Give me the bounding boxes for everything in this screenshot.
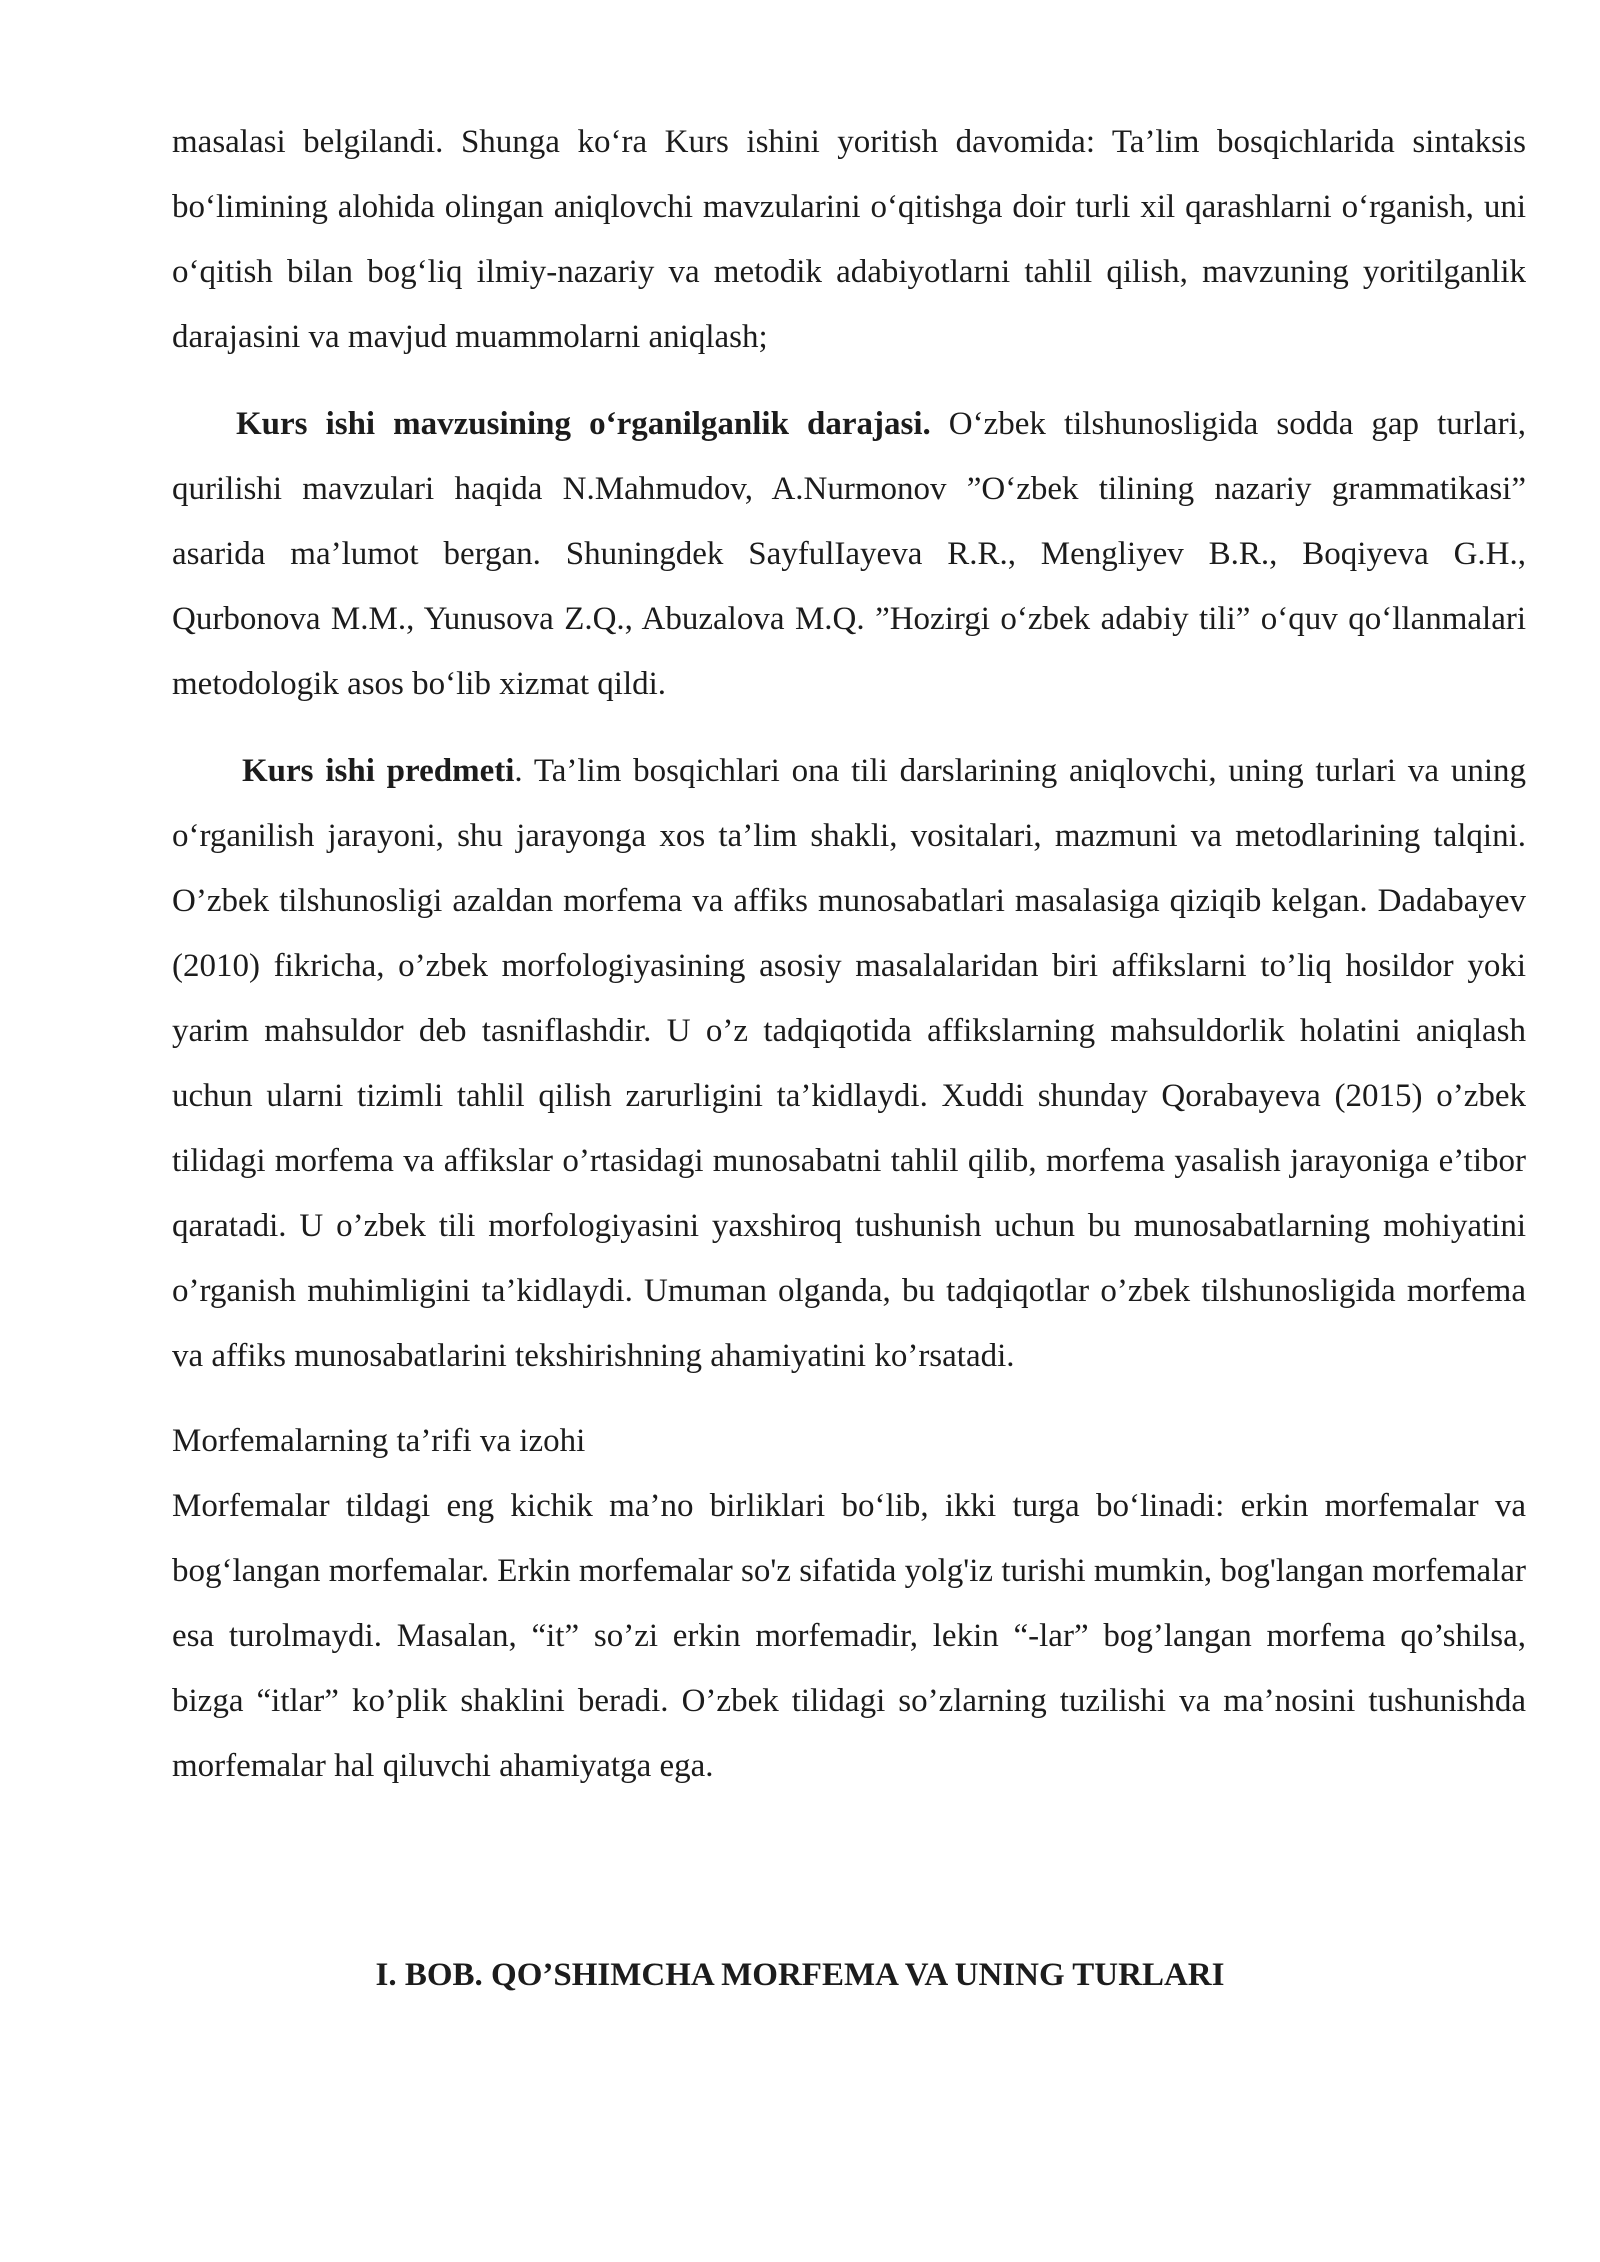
paragraph-subject — [172, 739, 1526, 1389]
paragraph-body: . Ta’lim bosqichlari ona tili darslarining aniqlovchi, uning turlari va uning o‘rganilish jarayoni, shu jarayonga xos ta’lim shakli, vositalari, mazmuni va metodlarining talqini. O’zbek tilshunosligi azaldan morfema va affiks munosabatlari masalasiga qiziqib kelgan. Dadabayev (2010) fikricha, o’zbek morfologiyasining asosiy masalalaridan biri affikslarni to’liq hosildor yoki yarim mahsuldor deb tasniflashdir. U o’z tadqiqotida affikslarning mahsuldorlik holatini aniqlash uchun ularni tizimli tahlil qilish zarurligini ta’kidlaydi. Xuddi shunday Qorabayeva (2015) o’zbek tilidagi morfema va affikslar o’rtasidagi munosabatni tahlil qilib, morfema yasalish jarayoniga e’tibor qaratadi. U o’zbek tili morfologiyasini yaxshiroq tushunish uchun bu munosabatlarning mohiyatini o’rganish muhimligini ta’kidlaydi. Umuman olganda, bu tadqiqotlar o’zbek tilshunosligida morfema va affiks munosabatlarini tekshirishning ahamiyatini ko’rsatadi. — [172, 753, 1526, 1374]
paragraph-lead-heading: Kurs ishi mavzusining o‘rganilganlik darajasi. — [236, 406, 931, 442]
paragraph-intro: masalasi belgilandi. Shunga ko‘ra Kurs ishini yoritish davomida: Ta’lim bosqichlarida sintaksis bo‘limining alohida olingan aniqlovchi mavzularini o‘qitishga doir turli xil qarashlarni o‘rganish, uni o‘qitish bilan bog‘liq ilmiy-nazariy va metodik adabiyotlarni tahlil qilish, mavzuning yoritilganlik darajasini va mavjud muammolarni aniqlash; — [172, 124, 1526, 355]
paragraph-study-degree — [172, 392, 1526, 717]
paragraph-body: O‘zbek tilshunosligida sodda gap turlari, qurilishi mavzulari haqida N.Mahmudov, A.Nurmonov ”O‘zbek tilining nazariy grammatikasi” asarida ma’lumot bergan. Shuningdek SayfulIayeva R.R., Mengliyev B.R., Boqiyeva G.H., Qurbonova M.M., Yunusova Z.Q., Abuzalova M.Q. ”Hozirgi o‘zbek adabiy tili” o‘quv qo‘llanmalari metodologik asos bo‘lib xizmat qildi. — [172, 406, 1526, 702]
document-page — [172, 110, 1526, 1799]
section-subheading: Morfemalarning ta’rifi va izohi — [172, 1423, 586, 1459]
paragraph-morphemes: Morfemalar tildagi eng kichik ma’no birliklari bo‘lib, ikki turga bo‘linadi: erkin morfemalar va bog‘langan morfemalar. Erkin morfemalar so'z sifatida yolg'iz turishi mumkin, bog'langan morfemalar esa turolmaydi. Masalan, “it” so’zi erkin morfemadir, lekin “-lar” bog’langan morfema qo’shilsa, bizga “itlar” ko’plik shaklini beradi. O’zbek tilidagi so’zlarning tuzilishi va ma’nosini tushunishda morfemalar hal qiluvchi ahamiyatga ega. — [172, 1488, 1526, 1784]
chapter-title: I. BOB. QO’SHIMCHA MORFEMA VA UNING TURLARI — [375, 1957, 1225, 1993]
paragraph-lead-heading: Kurs ishi predmeti — [242, 753, 515, 789]
